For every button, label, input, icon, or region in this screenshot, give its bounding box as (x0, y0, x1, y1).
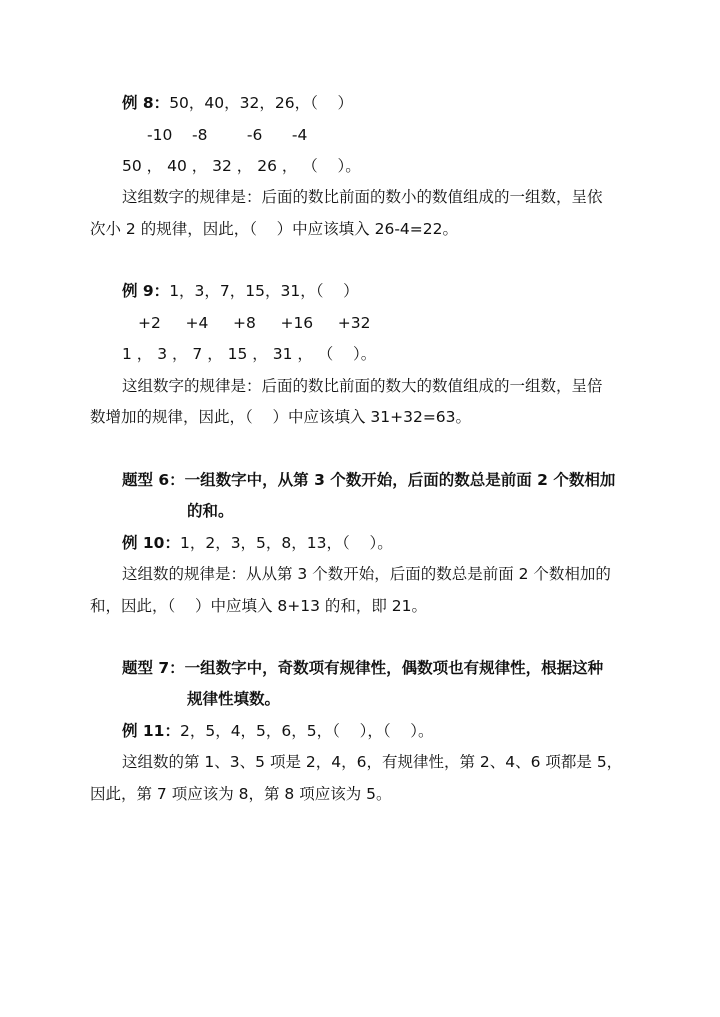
ex9-sequence-spaced: 1 ， 3 ， 7 ， 15 ， 31 ， （ ）。 (122, 345, 377, 363)
type7-heading-2: 规律性填数。 (187, 690, 281, 708)
ex10-explanation-1: 这组数的规律是：从从第 3 个数开始，后面的数总是前面 2 个数相加的 (122, 565, 611, 583)
ex8-differences: -10 -8 -6 -4 (147, 126, 308, 144)
ex11-explanation-2: 因此，第 7 项应该为 8，第 8 项应该为 5。 (90, 785, 392, 803)
ex8-label: 例 8： (122, 94, 170, 112)
ex8-sequence: 50，40，32，26，（ ） (169, 94, 354, 112)
type7-heading-1: 题型 7：一组数字中，奇数项有规律性，偶数项也有规律性，根据这种 (122, 659, 604, 677)
ex10-line (122, 533, 393, 553)
ex9-label: 例 9： (122, 282, 170, 300)
ex8-explanation-1: 这组数字的规律是：后面的数比前面的数小的数值组成的一组数，呈依 (122, 188, 603, 206)
ex8-line (122, 93, 353, 113)
ex10-label: 例 10： (122, 534, 180, 552)
type6-heading-1: 题型 6：一组数字中，从第 3 个数开始，后面的数总是前面 2 个数相加 (122, 471, 616, 489)
ex11-label: 例 11： (122, 722, 180, 740)
type6-heading-2: 的和。 (187, 502, 234, 520)
ex9-explanation-2: 数增加的规律，因此，（ ）中应该填入 31+32=63。 (90, 408, 472, 426)
ex9-differences: +2 +4 +8 +16 +32 (138, 314, 371, 332)
ex11-explanation-1: 这组数的第 1、3、5 项是 2，4，6，有规律性，第 2、4、6 项都是 5， (122, 753, 623, 771)
ex11-line (122, 721, 434, 741)
ex11-sequence: 2，5，4，5，6，5，（ ），（ ）。 (179, 722, 434, 740)
ex8-explanation-2: 次小 2 的规律，因此，（ ）中应该填入 26-4=22。 (90, 220, 458, 238)
ex9-sequence: 1，3，7，15，31，（ ） (169, 282, 359, 300)
ex8-sequence-spaced: 50 ， 40 ， 32 ， 26 ， （ ）。 (122, 157, 361, 175)
ex9-explanation-1: 这组数字的规律是：后面的数比前面的数大的数值组成的一组数，呈倍 (122, 377, 603, 395)
ex9-line (122, 281, 359, 301)
ex10-sequence: 1，2，3，5，8，13，（ ）。 (179, 534, 393, 552)
ex10-explanation-2: 和，因此，（ ）中应填入 8+13 的和，即 21。 (90, 597, 428, 615)
